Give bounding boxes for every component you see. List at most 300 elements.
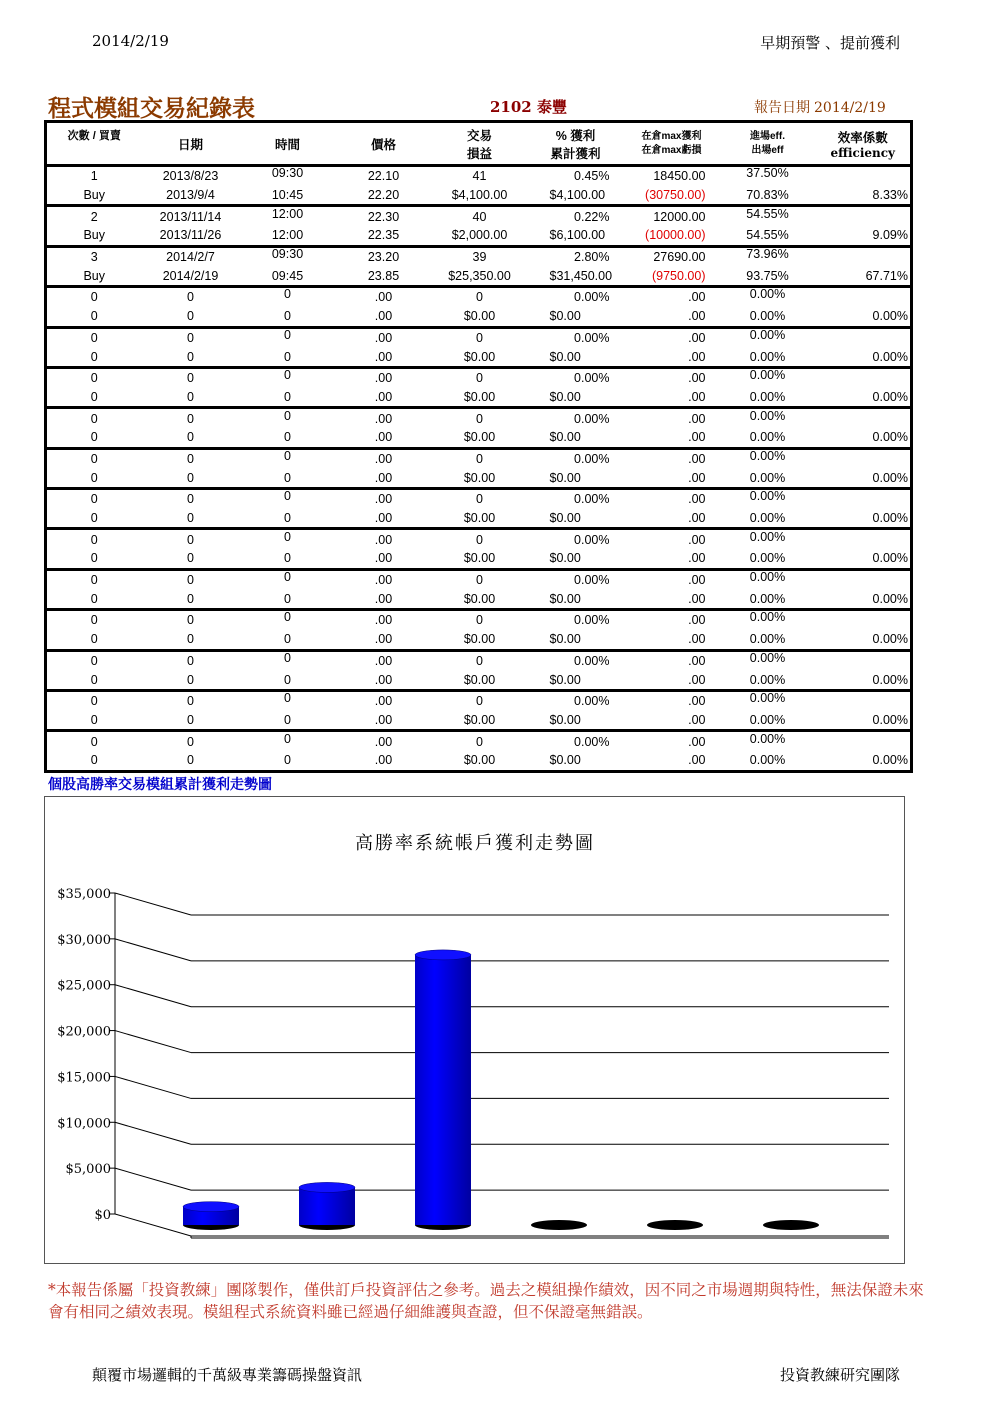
cell-pct-a: 2.80% [528, 246, 624, 266]
cell-effi: 0.00% [816, 509, 912, 529]
cell-effi: 0.00% [816, 307, 912, 327]
cell-eff-a: 73.96% [720, 243, 816, 263]
cell-t2: 0 [284, 349, 291, 364]
cell-t1: 0 [240, 364, 336, 384]
cell-pct-b: $0.00 [549, 672, 581, 687]
footer-left: 顛覆市場邏輯的千萬級專業籌碼操盤資訊 [92, 1366, 363, 1384]
cell-pnl-a: 39 [432, 246, 528, 266]
cell-no: 0 [46, 690, 142, 710]
cell-pnl-b: $0.00 [463, 632, 496, 647]
cell-pct-b: $0.00 [528, 751, 624, 771]
cell-pnl-b: $4,100.00 [451, 188, 508, 203]
cell-eff-b: 0.00% [749, 349, 786, 364]
cell-d1: 0 [142, 690, 240, 710]
cell-max-a: .00 [624, 327, 720, 347]
cell-pct-b: $31,450.00 [549, 268, 613, 283]
cell-t2: 0 [284, 712, 291, 727]
bar-2 [299, 1187, 355, 1225]
col-header-price: 價格 [336, 122, 432, 166]
header-slogan: 早期預警 、提前獲利 [760, 34, 900, 52]
cell-pnl-b: $0.00 [463, 470, 496, 485]
cell-max-b: .00 [688, 632, 706, 647]
cell-max-b: (10000.00) [645, 228, 706, 243]
col-header-efficiency [816, 122, 912, 166]
cell-pct-b: $4,100.00 [549, 188, 606, 203]
cell-p2: 23.85 [367, 268, 400, 283]
cell-p1: .00 [336, 287, 432, 307]
cell-empty [816, 650, 912, 670]
trade-table-body [46, 166, 912, 772]
cell-t1: 0 [240, 284, 336, 304]
cell-p2: .00 [374, 349, 393, 364]
y-tick-label: $10,000 [57, 1116, 111, 1132]
cell-side: 0 [46, 549, 142, 569]
cell-no: 0 [46, 650, 142, 670]
cell-t1: 0 [240, 405, 336, 425]
cell-no: 0 [46, 408, 142, 428]
cell-t1: 0 [240, 607, 336, 627]
cell-t2: 0 [284, 591, 291, 606]
cell-effi: 0.00% [816, 428, 912, 448]
cell-side: 0 [46, 670, 142, 690]
cell-p1: 22.10 [336, 166, 432, 186]
y-tick-label: $20,000 [57, 1024, 111, 1040]
cell-max-a: .00 [624, 367, 720, 387]
cell-d1: 2013/8/23 [142, 166, 240, 186]
cell-no: 0 [46, 529, 142, 549]
cell-d2: 2013/11/26 [159, 228, 222, 243]
cell-side: 0 [46, 468, 142, 488]
cell-eff-a: 0.00% [720, 486, 816, 506]
col-header-pct-1: % 獲利 [555, 128, 596, 143]
cell-max-b: .00 [688, 349, 706, 364]
cell-t2: 12:00 [271, 228, 304, 243]
cell-effi: 9.09% [816, 226, 912, 246]
cell-pnl-b: $0.00 [463, 672, 496, 687]
cell-p1: 22.30 [336, 206, 432, 226]
cell-p1: .00 [336, 448, 432, 468]
cell-pnl-b: $0.00 [463, 309, 496, 324]
cell-side: Buy [46, 226, 142, 246]
cell-side: 0 [46, 589, 142, 609]
cell-max-a: .00 [624, 489, 720, 509]
cell-eff-a: 0.00% [720, 728, 816, 748]
table-row [46, 327, 912, 347]
cell-d2: 0 [142, 751, 240, 771]
cell-t1: 0 [240, 486, 336, 506]
cell-pct-b: $0.00 [549, 349, 581, 364]
cell-pnl-b: $0.00 [463, 349, 496, 364]
cell-pct-a: 0.00% [528, 529, 624, 549]
cell-pnl-a: 0 [432, 448, 528, 468]
cell-eff-b: 0.00% [749, 591, 786, 606]
cell-empty [816, 206, 912, 226]
cell-pnl-a: 0 [432, 731, 528, 751]
cell-empty [816, 489, 912, 509]
cell-p1: .00 [336, 690, 432, 710]
cell-max-b: (30750.00) [645, 188, 706, 203]
y-tick-label: $5,000 [65, 1162, 111, 1178]
cell-t2: 10:45 [271, 188, 304, 203]
cell-pnl-b: $0.00 [463, 712, 496, 727]
cell-max-b: .00 [688, 712, 706, 727]
cell-d2: 0 [187, 430, 194, 445]
cell-max-a: 18450.00 [624, 166, 720, 186]
cell-pnl-a: 41 [432, 166, 528, 186]
cell-pnl-b: $0.00 [463, 430, 496, 445]
cell-t2: 0 [284, 632, 291, 647]
report-date [754, 97, 886, 117]
cell-eff-b: 54.55% [746, 228, 789, 243]
cell-d2: 2014/2/19 [162, 268, 219, 283]
cell-p1: .00 [336, 489, 432, 509]
cell-max-a: .00 [624, 448, 720, 468]
table-row [46, 448, 912, 468]
cell-effi: 0.00% [816, 630, 912, 650]
cell-pnl-b: $0.00 [463, 591, 496, 606]
cell-p2: 22.20 [367, 188, 400, 203]
table-row [46, 367, 912, 387]
cell-d2: 0 [187, 511, 194, 526]
cell-eff-a: 0.00% [720, 566, 816, 586]
cell-t1: 0 [240, 728, 336, 748]
y-tick-label: $15,000 [57, 1070, 111, 1086]
cell-max-b: .00 [688, 511, 706, 526]
cell-d1: 0 [142, 529, 240, 549]
cell-p1: .00 [336, 327, 432, 347]
cell-effi: 67.71% [816, 266, 912, 286]
cell-eff-b: 0.00% [749, 632, 786, 647]
cell-d1: 0 [142, 610, 240, 630]
cell-pct-b: $0.00 [549, 470, 581, 485]
cell-pct-b: $0.00 [549, 309, 581, 324]
table-row [46, 751, 912, 771]
cell-eff-b: 93.75% [746, 268, 789, 283]
cell-p1: .00 [336, 650, 432, 670]
cell-eff-a: 54.55% [720, 203, 816, 223]
cell-side: 0 [46, 307, 142, 327]
cell-pnl-a: 0 [432, 489, 528, 509]
cell-p2: .00 [374, 430, 393, 445]
cell-max-a: .00 [624, 610, 720, 630]
gridline-diag [115, 985, 191, 1007]
gridline-diag [115, 1031, 191, 1053]
cell-pct-a: 0.00% [528, 650, 624, 670]
cell-d1: 0 [142, 448, 240, 468]
gridline-diag [115, 939, 191, 961]
cell-effi: 0.00% [816, 347, 912, 367]
col-header-eff-2: 出場eff [751, 144, 784, 156]
col-header-max [624, 122, 720, 166]
cell-no: 0 [46, 367, 142, 387]
cell-empty [816, 529, 912, 549]
cell-max-b: .00 [688, 389, 706, 404]
cell-d1: 0 [142, 367, 240, 387]
cell-eff-a: 0.00% [720, 364, 816, 384]
gridline-diag [115, 1168, 191, 1190]
cell-pnl-a: 0 [432, 408, 528, 428]
cell-pct-a: 0.00% [528, 690, 624, 710]
footer-right: 投資教練研究團隊 [779, 1366, 900, 1384]
cell-empty [816, 569, 912, 589]
table-row [46, 529, 912, 549]
cell-pct-a: 0.00% [528, 569, 624, 589]
cell-p1: .00 [336, 367, 432, 387]
cell-pnl-b: $0.00 [432, 751, 528, 771]
cell-pnl-b: $25,350.00 [448, 268, 511, 283]
cell-eff-b: 0.00% [749, 551, 786, 566]
bar-top-2 [299, 1182, 355, 1192]
cell-eff-b: 0.00% [749, 430, 786, 445]
gridline-diag [115, 1122, 191, 1144]
table-row [46, 246, 912, 266]
cell-eff-b: 70.83% [746, 188, 789, 203]
cell-t2: 0 [284, 511, 291, 526]
col-header-efficiency-2: efficiency [830, 145, 896, 160]
cell-p2: .00 [374, 551, 393, 566]
cell-pct-b: $0.00 [549, 551, 581, 566]
cell-max-a: .00 [624, 650, 720, 670]
cell-no: 0 [46, 448, 142, 468]
cell-t2: 0 [284, 430, 291, 445]
cell-t2: 0 [284, 551, 291, 566]
cell-empty [816, 287, 912, 307]
cell-eff-a: 0.00% [720, 607, 816, 627]
gridline-diag [115, 1076, 191, 1098]
profit-chart-svg [45, 797, 906, 1265]
cell-side: 0 [46, 751, 142, 771]
cell-pnl-a: 0 [432, 287, 528, 307]
cell-d1: 0 [142, 489, 240, 509]
cell-p2: .00 [374, 511, 393, 526]
cell-t2: 0 [240, 751, 336, 771]
cell-effi: 0.00% [816, 468, 912, 488]
cell-pnl-a: 0 [432, 650, 528, 670]
cell-t2: 0 [284, 309, 291, 324]
cell-no: 0 [46, 731, 142, 751]
cell-d2: 0 [187, 551, 194, 566]
cell-eff-a: 0.00% [720, 445, 816, 465]
col-header-no: 次數 / 買賣 [46, 122, 142, 166]
cell-max-a: .00 [624, 690, 720, 710]
cell-pnl-a: 0 [432, 569, 528, 589]
cell-side: Buy [46, 266, 142, 286]
cell-empty [816, 367, 912, 387]
cell-d1: 2014/2/7 [142, 246, 240, 266]
cell-pct-a: 0.45% [528, 166, 624, 186]
cell-empty [816, 610, 912, 630]
cell-eff-a: 37.50% [720, 163, 816, 183]
cell-max-a: .00 [624, 408, 720, 428]
cell-effi: 0.00% [816, 751, 912, 771]
chart-title: 高勝率系統帳戶獲利走勢圖 [355, 833, 595, 854]
cell-t1: 0 [240, 526, 336, 546]
cell-t1: 09:30 [240, 243, 336, 263]
bar-5 [647, 1220, 703, 1230]
cell-eff-b: 0.00% [720, 751, 816, 771]
cell-max-b: .00 [688, 591, 706, 606]
table-row [46, 287, 912, 307]
cell-pct-a: 0.00% [528, 287, 624, 307]
cell-p1: .00 [336, 610, 432, 630]
cell-d2: 0 [187, 591, 194, 606]
cell-eff-a: 0.00% [720, 647, 816, 667]
cell-max-b: .00 [624, 751, 720, 771]
cell-d1: 2013/11/14 [142, 206, 240, 226]
cell-d1: 0 [142, 650, 240, 670]
disclaimer: *本報告係屬「投資教練」團隊製作，僅供訂戶投資評估之參考。過去之模組操作績效，因不同之市場週期與特性，無法保證未來會有相同之績效表現。模組程式系統資料雖已經過仔細維護與查證，但不保證毫無錯誤。 [48, 1281, 924, 1321]
cell-t2: 0 [284, 389, 291, 404]
cell-max-b: .00 [688, 672, 706, 687]
cell-pct-a: 0.00% [528, 489, 624, 509]
trade-table [44, 120, 913, 773]
cell-p2: 22.35 [367, 228, 400, 243]
cell-pct-a: 0.00% [528, 610, 624, 630]
cell-d2: 0 [187, 309, 194, 324]
cell-side: Buy [46, 186, 142, 206]
cell-max-b: .00 [688, 309, 706, 324]
cell-eff-b: 0.00% [749, 511, 786, 526]
cell-no: 0 [46, 610, 142, 630]
cell-eff-a: 0.00% [720, 284, 816, 304]
cell-max-b: (9750.00) [651, 268, 706, 283]
cell-empty [816, 408, 912, 428]
cell-eff-a: 0.00% [720, 526, 816, 546]
col-header-max-2: 在倉max虧損 [641, 144, 702, 156]
table-row [46, 690, 912, 710]
cell-d1: 0 [142, 287, 240, 307]
cell-pct-a: 0.00% [528, 367, 624, 387]
cell-max-b: .00 [688, 470, 706, 485]
cell-t1: 0 [240, 687, 336, 707]
cell-pct-b: $0.00 [549, 632, 581, 647]
col-header-pnl-2: 損益 [466, 146, 492, 161]
cell-p2: .00 [336, 751, 432, 771]
col-header-date: 日期 [142, 122, 240, 166]
cell-max-b: .00 [688, 430, 706, 445]
cell-side: 0 [46, 388, 142, 408]
cell-no: 2 [46, 206, 142, 226]
cell-pct-b: $0.00 [549, 591, 581, 606]
cell-t1: 0 [240, 445, 336, 465]
cell-eff-b: 0.00% [749, 309, 786, 324]
cell-p1: 23.20 [336, 246, 432, 266]
cell-pnl-a: 0 [432, 327, 528, 347]
cell-side: 0 [46, 711, 142, 731]
cell-p2: .00 [374, 712, 393, 727]
table-header-row [46, 122, 912, 166]
cell-d1: 0 [142, 731, 240, 751]
stock-title: 2102 泰豐 [490, 98, 567, 116]
cell-empty [816, 327, 912, 347]
cell-max-a: .00 [624, 569, 720, 589]
chart-caption: 個股高勝率交易模組累計獲利走勢圖 [48, 777, 272, 793]
col-header-pnl-1: 交易 [466, 128, 492, 143]
cell-pnl-b: $0.00 [463, 389, 496, 404]
cell-d2: 0 [187, 712, 194, 727]
cell-side: 0 [46, 347, 142, 367]
cell-pct-a: 0.00% [528, 327, 624, 347]
bar-top-3 [415, 950, 471, 960]
col-header-pct [528, 122, 624, 166]
cell-d1: 0 [142, 327, 240, 347]
cell-t2: 0 [284, 672, 291, 687]
cell-p2: .00 [374, 470, 393, 485]
cell-t1: 09:30 [240, 163, 336, 183]
col-header-max-1: 在倉max獲利 [641, 130, 702, 142]
cell-effi: 0.00% [816, 670, 912, 690]
table-row [46, 650, 912, 670]
col-header-time: 時間 [240, 122, 336, 166]
cell-p1: .00 [336, 529, 432, 549]
table-row [46, 610, 912, 630]
cell-p2: .00 [374, 309, 393, 324]
cell-eff-b: 0.00% [749, 389, 786, 404]
cell-max-a: 12000.00 [624, 206, 720, 226]
cell-empty [816, 246, 912, 266]
cell-d2: 0 [187, 672, 194, 687]
cell-d2: 0 [187, 632, 194, 647]
cell-eff-a: 0.00% [720, 405, 816, 425]
cell-side: 0 [46, 428, 142, 448]
cell-effi: 0.00% [816, 388, 912, 408]
cell-max-a: .00 [624, 287, 720, 307]
cell-no: 1 [46, 166, 142, 186]
cell-t2: 09:45 [271, 268, 304, 283]
cell-p2: .00 [374, 389, 393, 404]
cell-eff-a: 0.00% [720, 324, 816, 344]
table-row [46, 408, 912, 428]
cell-p1: .00 [336, 569, 432, 589]
cell-d2: 0 [187, 389, 194, 404]
cell-d2: 0 [187, 470, 194, 485]
bar-4 [531, 1220, 587, 1230]
cell-d2: 0 [187, 349, 194, 364]
table-row [46, 489, 912, 509]
cell-p2: .00 [374, 672, 393, 687]
y-tick-label: $25,000 [57, 978, 111, 994]
col-header-eff [720, 122, 816, 166]
col-header-pct-2: 累計獲利 [550, 146, 601, 161]
cell-d1: 0 [142, 569, 240, 589]
col-header-efficiency-1: 效率係數 [837, 130, 888, 145]
table-row [46, 731, 912, 751]
page-title: 程式模組交易紀錄表 [48, 95, 255, 122]
col-header-pnl [432, 122, 528, 166]
cell-effi: 8.33% [816, 186, 912, 206]
cell-pct-b: $0.00 [549, 511, 581, 526]
y-tick-label: $0 [94, 1208, 111, 1223]
cell-eff-b: 0.00% [749, 470, 786, 485]
cell-empty [816, 690, 912, 710]
cell-pnl-a: 0 [432, 690, 528, 710]
cell-p2: .00 [374, 591, 393, 606]
cell-t1: 12:00 [240, 203, 336, 223]
cell-t1: 0 [240, 647, 336, 667]
table-row [46, 569, 912, 589]
bar-3 [415, 955, 471, 1225]
cell-pnl-b: $0.00 [463, 511, 496, 526]
y-tick-label: $35,000 [57, 887, 111, 902]
cell-side: 0 [46, 630, 142, 650]
col-header-eff-1: 進場eff. [750, 130, 785, 142]
cell-p2: .00 [374, 632, 393, 647]
cell-t1: 0 [240, 324, 336, 344]
cell-pct-a: 0.00% [528, 731, 624, 751]
cell-effi: 0.00% [816, 589, 912, 609]
report-date-label: 報告日期 [754, 100, 810, 116]
cell-pct-a: 0.00% [528, 408, 624, 428]
